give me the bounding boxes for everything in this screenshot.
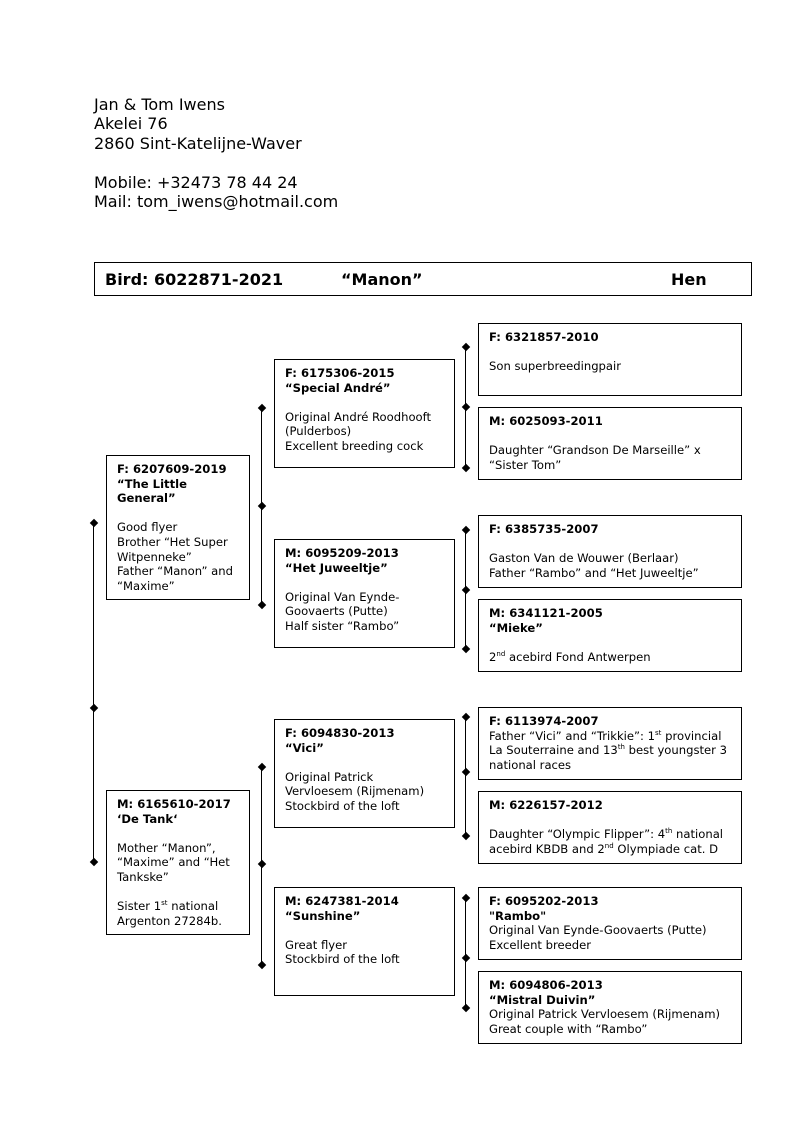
mfm-sup: th xyxy=(665,827,673,836)
connector-dot xyxy=(90,704,98,712)
mf-line: Original Patrick Vervloesem (Rijmenam) xyxy=(285,769,425,799)
mff-sup: th xyxy=(617,743,625,752)
bird-sex: Hen xyxy=(671,270,707,289)
mf-name: “Vici” xyxy=(285,740,324,755)
father-line: Good flyer xyxy=(117,520,178,535)
connector-dot xyxy=(462,403,470,411)
connector-dot xyxy=(462,526,470,534)
fmm-text: acebird Fond Antwerpen xyxy=(505,649,651,664)
fmf-line: Gaston Van de Wouwer (Berlaar) xyxy=(489,551,679,566)
mmm-title: M: 6094806-2013 xyxy=(489,978,603,992)
fmm-box xyxy=(478,599,742,672)
father-line: Father “Manon” and “Maxime” xyxy=(117,564,233,593)
mfm-title: M: 6226157-2012 xyxy=(489,798,603,812)
connector-line xyxy=(93,523,94,863)
mother-sup: st xyxy=(161,899,168,908)
connector-dot xyxy=(258,502,266,510)
fff-line: Son superbreedingpair xyxy=(489,359,622,374)
mff-text: Father “Vici” and “Trikkie”: 1 xyxy=(489,728,656,743)
fm-title: M: 6095209-2013 xyxy=(285,546,399,560)
connector-dot xyxy=(258,961,266,969)
mmm-name: “Mistral Duivin” xyxy=(489,992,596,1007)
father-box xyxy=(106,455,250,600)
father-title: F: 6207609-2019 xyxy=(117,462,227,476)
fmm-title: M: 6341121-2005 xyxy=(489,606,603,620)
mff-text: best youngster 3 national races xyxy=(489,743,728,772)
connector-dot xyxy=(462,832,470,840)
ff-line: Original André Roodhooft (Pulderbos) xyxy=(285,409,432,439)
mm-title: M: 6247381-2014 xyxy=(285,894,399,908)
connector-dot xyxy=(462,1004,470,1012)
connector-dot xyxy=(258,404,266,412)
father-line: Brother “Het Super Witpenneke” xyxy=(117,534,228,564)
connector-dot xyxy=(462,713,470,721)
mm-box xyxy=(274,887,455,996)
mother-name: ‘De Tank‘ xyxy=(117,811,178,826)
ff-box xyxy=(274,359,455,468)
mmf-box xyxy=(478,887,742,960)
fmf-box xyxy=(478,515,742,588)
mfm-text: Olympiade cat. D xyxy=(613,841,719,856)
mmf-line: Excellent breeder xyxy=(489,937,592,952)
mfm-text: Daughter “Olympic Flipper”: 4 xyxy=(489,827,666,842)
bird-name: “Manon” xyxy=(341,270,423,289)
connector-dot xyxy=(90,858,98,866)
fmm-text: 2 xyxy=(489,649,497,664)
connector-line xyxy=(465,717,466,837)
fmm-sup: nd xyxy=(496,649,506,658)
ffm-line: Daughter “Grandson De Marseille” x “Sister Tom” xyxy=(489,443,701,472)
mf-line: Stockbird of the loft xyxy=(285,798,400,813)
fmf-line: Father “Rambo” and “Het Juweeltje” xyxy=(489,565,699,580)
bird-ring: Bird: 6022871-2021 xyxy=(105,270,284,289)
owner-mail: Mail: tom_iwens@hotmail.com xyxy=(94,192,339,211)
bird-bar xyxy=(94,262,752,296)
mmf-line: Original Van Eynde-Goovaerts (Putte) xyxy=(489,923,707,938)
mf-box xyxy=(274,719,455,828)
ffm-title: M: 6025093-2011 xyxy=(489,414,603,428)
mmm-line: Original Patrick Vervloesem (Rijmenam) xyxy=(489,1007,721,1022)
mother-box xyxy=(106,790,250,935)
connector-dot xyxy=(462,645,470,653)
mmf-title: F: 6095202-2013 xyxy=(489,894,599,908)
fff-title: F: 6321857-2010 xyxy=(489,330,599,344)
connector-dot xyxy=(90,519,98,527)
fm-box xyxy=(274,539,455,648)
fmm-name: “Mieke” xyxy=(489,620,543,635)
connector-dot xyxy=(462,586,470,594)
connector-dot xyxy=(258,860,266,868)
mother-title: M: 6165610-2017 xyxy=(117,797,231,811)
fff-box xyxy=(478,323,742,396)
mff-title: F: 6113974-2007 xyxy=(489,714,599,728)
mother-text: national Argenton 27284b. xyxy=(117,899,222,928)
owner-city: 2860 Sint-Katelijne-Waver xyxy=(94,134,302,153)
mmm-line: Great couple with “Rambo” xyxy=(489,1021,648,1036)
mother-line: Mother “Manon”, “Maxime” and “Het Tankske” xyxy=(117,840,230,884)
owner-street: Akelei 76 xyxy=(94,114,168,133)
mm-line: Great flyer xyxy=(285,937,348,952)
owner-mobile: Mobile: +32473 78 44 24 xyxy=(94,173,298,192)
mother-line xyxy=(117,899,239,928)
mff-sup: st xyxy=(655,728,662,737)
mother-text: Sister 1 xyxy=(117,899,162,914)
fm-line: Half sister “Rambo” xyxy=(285,618,400,633)
mff-text: provincial La Souterraine and 13 xyxy=(489,728,722,758)
connector-dot xyxy=(258,763,266,771)
fmm-line xyxy=(489,650,731,665)
ff-name: “Special André” xyxy=(285,380,391,395)
mff-box xyxy=(478,707,742,780)
mf-title: F: 6094830-2013 xyxy=(285,726,395,740)
mfm-line xyxy=(489,827,731,856)
ff-line: Excellent breeding cock xyxy=(285,438,424,453)
fm-line: Original Van Eynde-Goovaerts (Putte) xyxy=(285,589,400,619)
mff-line xyxy=(489,729,731,773)
mfm-box xyxy=(478,791,742,864)
ffm-box xyxy=(478,407,742,480)
connector-dot xyxy=(462,768,470,776)
connector-dot xyxy=(462,954,470,962)
mmf-name: "Rambo" xyxy=(489,908,547,923)
connector-dot xyxy=(258,601,266,609)
father-name: “The Little General” xyxy=(117,476,187,506)
mm-name: “Sunshine” xyxy=(285,908,361,923)
connector-dot xyxy=(462,343,470,351)
mfm-sup: nd xyxy=(604,841,614,850)
mm-line: Stockbird of the loft xyxy=(285,952,400,967)
connector-dot xyxy=(462,894,470,902)
ff-title: F: 6175306-2015 xyxy=(285,366,395,380)
mfm-text: national acebird KBDB and 2 xyxy=(489,827,724,856)
owner-name: Jan & Tom Iwens xyxy=(94,95,225,114)
mmm-box xyxy=(478,971,742,1044)
fm-name: “Het Juweeltje” xyxy=(285,560,388,575)
connector-dot xyxy=(462,464,470,472)
fmf-title: F: 6385735-2007 xyxy=(489,522,599,536)
